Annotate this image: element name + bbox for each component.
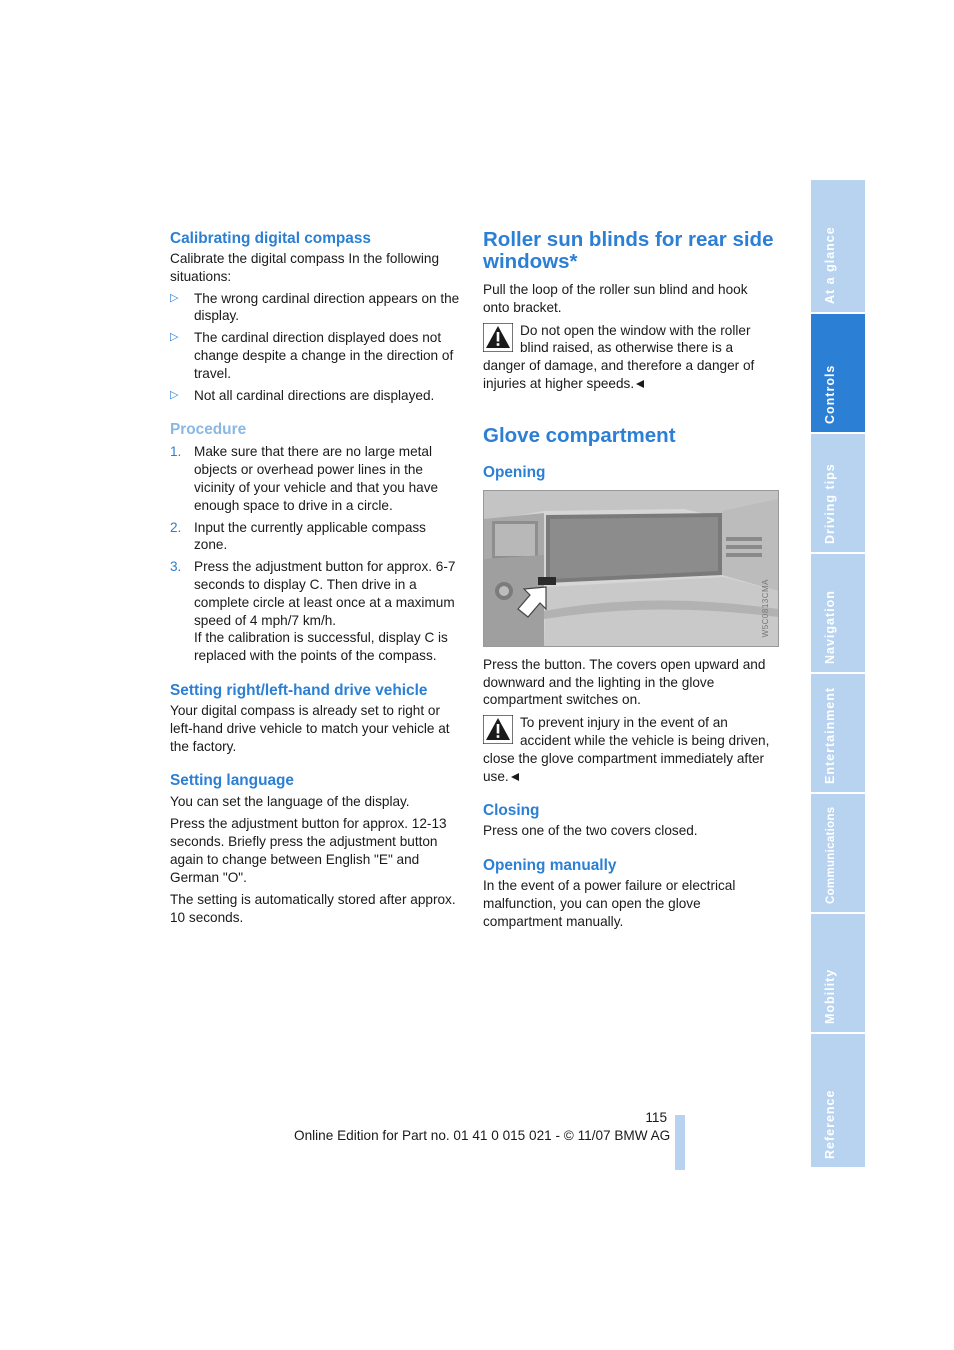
opening-manually-heading: Opening manually xyxy=(483,857,617,875)
list-item: 1. Make sure that there are no large metal objects or overhead power lines in the vicinity of your vehicle and that you have enough space to drive in a circle. xyxy=(170,444,439,513)
roller-warning: Do not open the window with the roller blind raised, as otherwise there is a danger of damage, and therefore a danger of injuries at higher speeds. xyxy=(483,322,755,391)
glove-warning: To prevent injury in the event of an accident while the vehicle is being driven, close the glove compartment immediately after use. xyxy=(483,715,770,784)
roller-heading: Roller sun blinds for rear side windows* xyxy=(483,228,774,273)
right-column xyxy=(483,229,775,931)
procedure-heading: Procedure xyxy=(170,421,247,439)
tab-mobility[interactable]: Mobility xyxy=(811,914,865,1032)
list-item: ▷ Not all cardinal directions are displayed. xyxy=(170,387,435,403)
edition-line: Online Edition for Part no. 01 41 0 015 021 - © 11/07 BMW AG xyxy=(294,1128,671,1143)
calibrating-intro: Calibrate the digital compass In the following situations: xyxy=(170,251,440,284)
bullet-arrow-icon: ▷ xyxy=(170,331,179,344)
footer-bar xyxy=(675,1115,685,1170)
glove-heading: Glove compartment xyxy=(483,423,676,447)
opening-heading: Opening xyxy=(483,463,546,481)
tab-driving-tips[interactable]: Driving tips xyxy=(811,434,865,552)
glove-compartment-figure xyxy=(483,490,779,647)
opening-text: Press the button. The covers open upward and downward and the lighting in the glove compartment switches on. xyxy=(483,656,766,708)
tab-communications[interactable]: Communications xyxy=(811,794,865,912)
page-number: 115 xyxy=(645,1110,667,1125)
dashboard-illustration xyxy=(484,491,778,646)
calibrating-heading: Calibrating digital compass xyxy=(170,230,371,247)
list-item: ▷ The wrong cardinal direction appears on the display. xyxy=(170,290,460,324)
list-item: ▷ The cardinal direction displayed does not change despite a change in the direction of travel. xyxy=(170,330,454,381)
language-p3: The setting is automatically stored after approx. 10 seconds. xyxy=(170,892,456,926)
tab-at-a-glance[interactable]: At a glance xyxy=(811,180,865,312)
tab-entertainment[interactable]: Entertainment xyxy=(811,674,865,792)
language-p1: You can set the language of the display. xyxy=(170,794,410,810)
end-mark-icon xyxy=(636,380,644,388)
tab-controls[interactable]: Controls xyxy=(811,314,865,432)
opening-manually-text: In the event of a power failure or electrical malfunction, you can open the glove compartment manually. xyxy=(483,878,736,929)
tab-navigation[interactable]: Navigation xyxy=(811,554,865,672)
warning-triangle-icon xyxy=(483,323,513,352)
language-heading: Setting language xyxy=(170,772,294,790)
tab-reference[interactable]: Reference xyxy=(811,1034,865,1167)
warning-triangle-icon xyxy=(483,715,513,744)
calibrating-bullets xyxy=(170,290,462,405)
end-mark-icon xyxy=(511,773,519,781)
bullet-arrow-icon: ▷ xyxy=(170,291,179,304)
list-item: 2. Input the currently applicable compass zone. xyxy=(170,519,426,553)
closing-heading: Closing xyxy=(483,802,540,820)
list-item: 3. Press the adjustment button for approx. 6-7 seconds to display C. Then drive in a complete circle at least once at a maximum speed of 4 mph/7 km/h. If the calibration is successful, display C is replaced with the points of the compass. xyxy=(170,559,456,664)
closing-text: Press one of the two covers closed. xyxy=(483,823,698,839)
figure-code: W5C0813CMA xyxy=(761,579,771,638)
roller-text: Pull the loop of the roller sun blind and hook onto bracket. xyxy=(483,282,748,315)
left-column xyxy=(170,229,462,927)
language-p2: Press the adjustment button for approx. 12-13 seconds. Briefly press the adjustment button again to change between English "E" and German "O". xyxy=(170,816,447,885)
drive-side-heading: Setting right/left-hand drive vehicle xyxy=(170,681,428,699)
bullet-arrow-icon: ▷ xyxy=(170,388,179,401)
drive-side-text: Your digital compass is already set to right or left-hand drive vehicle to match your vehicle at the factory. xyxy=(170,702,450,754)
procedure-steps xyxy=(170,443,462,665)
section-tabs xyxy=(811,180,865,1167)
